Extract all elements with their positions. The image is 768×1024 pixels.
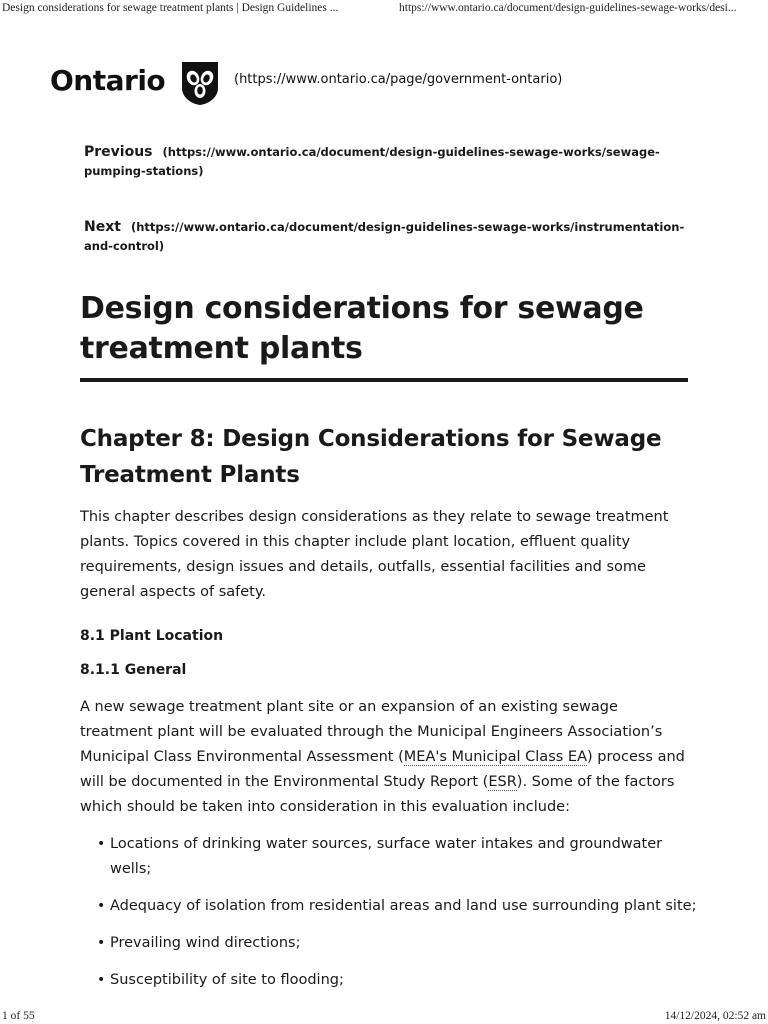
section-heading-plant-location: 8.1 Plant Location [80,628,224,644]
list-item-text: Locations of drinking water sources, surface water intakes and groundwater wells; [110,836,663,877]
general-paragraph-part1: A new sewage treatment plant site or an expansion of an existing sewage treatment plant will be evaluated through the Municipal Engineers Association’s Municipal Class Environmental Assessment ( [80,699,663,765]
bullet-icon: • [97,836,106,852]
list-item-text: Prevailing wind directions; [110,935,301,951]
list-item-text: Susceptibility of site to flooding; [110,972,344,988]
subsection-heading-general: 8.1.1 General [80,662,187,678]
page-title: Design considerations for sewage treatment plants [80,291,644,366]
print-header-title: Design considerations for sewage treatment plants | Design Guidelines ... [2,2,339,14]
next-label[interactable]: Next [84,219,121,235]
intro-paragraph: This chapter describes design considerations as they relate to sewage treatment plants. Topics covered in this chapter include plant location, effluent quality requirements, design issues and details, outfalls, essential facilities and some general aspects of safety. [80,509,669,600]
general-paragraph [80,695,695,820]
previous-label[interactable]: Previous [84,144,153,160]
previous-link[interactable] [84,143,694,181]
bullet-icon: • [97,972,106,988]
next-url[interactable]: (https://www.ontario.ca/document/design-guidelines-sewage-works/instrumentation-and-control) [84,220,685,253]
print-header [0,0,768,18]
print-header-url: https://www.ontario.ca/document/design-guidelines-sewage-works/desi... [399,2,737,14]
list-item [80,931,700,956]
trillium-logo-icon[interactable] [178,58,222,106]
general-paragraph-part2: ) process and will be documented in the Environmental Study Report ( [80,749,685,790]
previous-url[interactable]: (https://www.ontario.ca/document/design-guidelines-sewage-works/sewage-pumping-stations) [84,145,660,178]
print-timestamp: 14/12/2024, 02:52 am [664,1010,766,1022]
chapter-heading: Chapter 8: Design Considerations for Sewage Treatment Plants [80,426,662,488]
list-item-text: Adequacy of isolation from residential areas and land use surrounding plant site; [110,898,697,914]
print-footer [0,1010,768,1024]
next-link[interactable] [84,218,694,256]
government-ontario-link[interactable]: (https://www.ontario.ca/page/government-ontario) [234,72,563,87]
bullet-icon: • [97,898,106,914]
ontario-wordmark[interactable]: Ontario [50,64,166,97]
title-divider [80,378,688,382]
mea-class-ea-abbr[interactable]: MEA's Municipal Class EA [403,749,587,765]
list-item [80,832,700,882]
page-number: 1 of 55 [2,1010,35,1022]
general-paragraph-part3: ). Some of the factors which should be taken into consideration in this evaluation include: [80,774,675,815]
evaluation-factors-list [80,832,700,1005]
list-item [80,968,700,993]
list-item [80,894,700,919]
esr-abbr[interactable]: ESR [488,774,517,790]
bullet-icon: • [97,935,106,951]
